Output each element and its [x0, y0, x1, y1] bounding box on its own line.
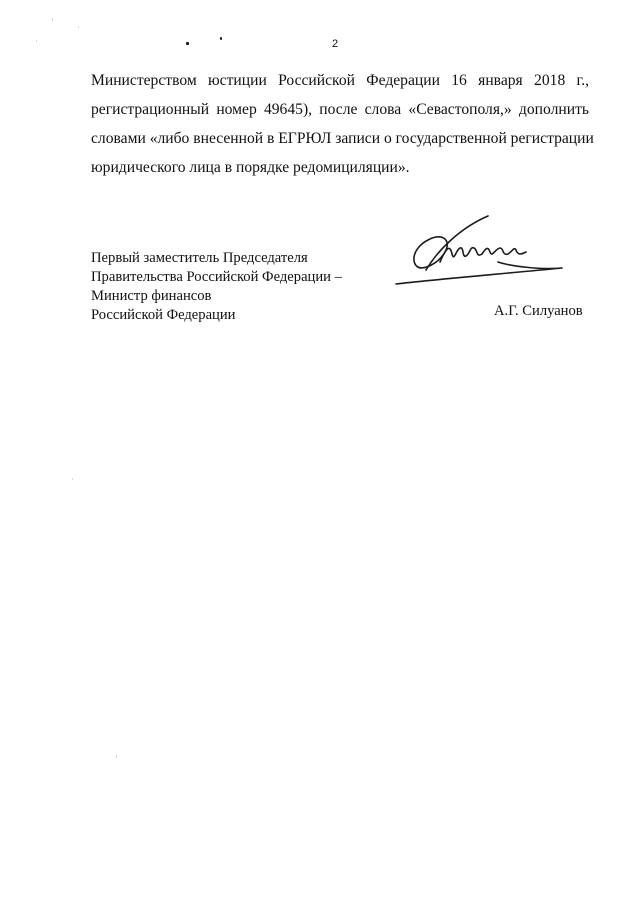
signatory-name: А.Г. Силуанов: [494, 303, 583, 319]
scan-speck: [116, 755, 117, 758]
handwritten-signature: [390, 210, 570, 290]
scan-speck: [36, 40, 37, 42]
scan-mark: [220, 37, 222, 40]
body-line: юридического лица в порядке редомициляции».: [91, 159, 410, 176]
body-line: регистрационный номер 49645), после слова «Севастополя,» дополнить: [91, 101, 589, 118]
scan-mark: [186, 42, 189, 45]
body-line: Министерством юстиции Российской Федерации 16 января 2018 г.,: [91, 72, 589, 89]
scan-speck: [52, 18, 53, 21]
body-line: словами «либо внесенной в ЕГРЮЛ записи о государственной регистрации: [91, 130, 594, 147]
signatory-title-line: Российской Федерации: [91, 307, 236, 323]
signatory-title-line: Первый заместитель Председателя: [91, 250, 308, 266]
signatory-title-line: Правительства Российской Федерации –: [91, 269, 342, 285]
scan-speck: [72, 478, 73, 480]
signatory-title-line: Министр финансов: [91, 288, 212, 304]
page-number: 2: [332, 38, 339, 50]
scan-speck: [78, 26, 79, 28]
signatory-title: [91, 249, 342, 325]
body-paragraph: [91, 66, 594, 182]
